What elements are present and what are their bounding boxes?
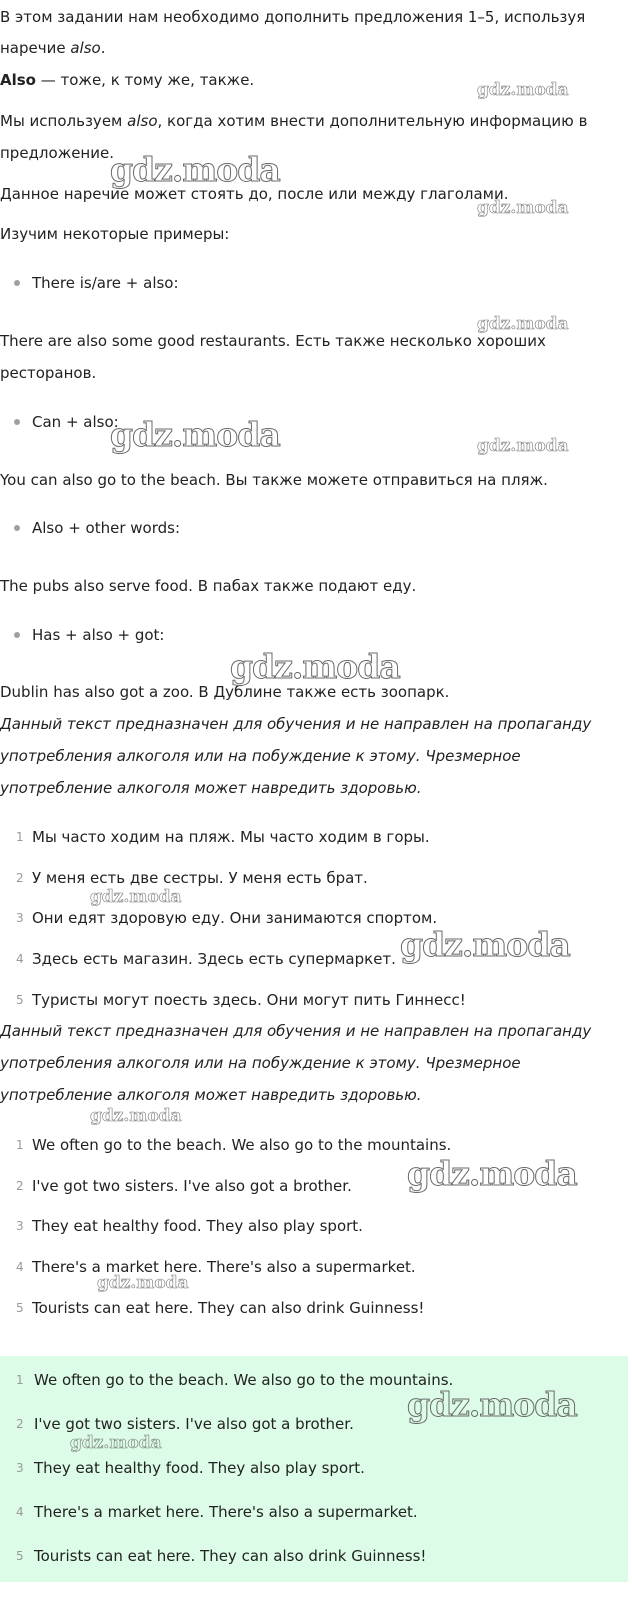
list-item: Они едят здоровую еду. Они занимаются спортом. (32, 909, 438, 927)
bullet (14, 419, 20, 425)
watermark: gdz.moda (477, 80, 569, 100)
answer-item: There's a market here. There's also a supermarket. (34, 1503, 418, 1521)
watermark: gdz.moda (400, 925, 570, 964)
list-item: Мы часто ходим на пляж. Мы часто ходим в горы. (32, 828, 430, 846)
disclaimer-line: Данный текст предназначен для обучения и не направлен на пропаганду (0, 1022, 592, 1040)
list-item: They eat healthy food. They also play sport. (32, 1217, 363, 1235)
position-line: Данное наречие может стоять до, после или между глаголами. (0, 185, 509, 203)
definition-line: Also — тоже, к тому же, также. (0, 71, 255, 89)
watermark: gdz.moda (407, 1154, 577, 1193)
list-number: 1 (16, 1138, 24, 1152)
list-item: У меня есть две сестры. У меня есть брат. (32, 869, 368, 887)
disclaimer-line: употребление алкоголя может навредить здоровью. (0, 1086, 422, 1104)
bullet (14, 280, 20, 286)
answer-item: We often go to the beach. We also go to the mountains. (34, 1371, 454, 1389)
example-rule: Has + also + got: (32, 626, 165, 644)
example-sentence: Dublin has also got a zoo. В Дублине также есть зоопарк. (0, 683, 450, 701)
watermark: gdz.moda (90, 1106, 182, 1126)
list-number: 5 (16, 1301, 24, 1315)
usage-line-2: предложение. (0, 144, 114, 162)
answer-item: Tourists can eat here. They can also drink Guinness! (34, 1547, 427, 1565)
intro-line-1: В этом задании нам необходимо дополнить предложения 1–5, используя (0, 8, 586, 26)
list-number: 5 (16, 993, 24, 1007)
watermark: gdz.moda (70, 1433, 162, 1453)
list-number: 3 (16, 1219, 24, 1233)
list-number: 4 (16, 952, 24, 966)
watermark: gdz.moda (110, 150, 280, 189)
list-item: I've got two sisters. I've also got a brother. (32, 1177, 352, 1195)
list-item: Здесь есть магазин. Здесь есть супермаркет. (32, 950, 396, 968)
list-number: 4 (16, 1260, 24, 1274)
example-rule: There is/are + also: (32, 274, 179, 292)
watermark: gdz.moda (477, 314, 569, 334)
list-item: Tourists can eat here. They can also drink Guinness! (32, 1299, 425, 1317)
watermark: gdz.moda (90, 887, 182, 907)
disclaimer-line: Данный текст предназначен для обучения и не направлен на пропаганду (0, 715, 592, 733)
list-item: Туристы могут поесть здесь. Они могут пить Гиннесс! (32, 991, 466, 1009)
disclaimer-line: употребления алкоголя или на побуждение к этому. Чрезмерное (0, 747, 521, 765)
examples-heading: Изучим некоторые примеры: (0, 225, 230, 243)
intro-line-2: наречие also. (0, 39, 106, 57)
example-sentence: The pubs also serve food. В пабах также подают еду. (0, 577, 417, 595)
watermark: gdz.moda (230, 647, 400, 686)
example-sentence: There are also some good restaurants. Есть также несколько хороших (0, 332, 546, 350)
answer-item: I've got two sisters. I've also got a brother. (34, 1415, 354, 1433)
example-rule: Can + also: (32, 413, 119, 431)
bullet (14, 525, 20, 531)
watermark: gdz.moda (477, 198, 569, 218)
watermark: gdz.moda (477, 436, 569, 456)
list-number: 5 (16, 1549, 24, 1563)
bullet (14, 632, 20, 638)
list-number: 2 (16, 1179, 24, 1193)
list-item: There's a market here. There's also a supermarket. (32, 1258, 416, 1276)
list-number: 4 (16, 1505, 24, 1519)
example-rule: Also + other words: (32, 519, 180, 537)
example-sentence: You can also go to the beach. Вы также можете отправиться на пляж. (0, 471, 548, 489)
answer-item: They eat healthy food. They also play sport. (34, 1459, 365, 1477)
list-number: 1 (16, 1373, 24, 1387)
list-number: 2 (16, 871, 24, 885)
disclaimer-line: употребления алкоголя или на побуждение к этому. Чрезмерное (0, 1054, 521, 1072)
watermark: gdz.moda (407, 1385, 577, 1424)
list-number: 1 (16, 830, 24, 844)
list-item: We often go to the beach. We also go to the mountains. (32, 1136, 452, 1154)
example-sentence-cont: ресторанов. (0, 364, 97, 382)
list-number: 3 (16, 1461, 24, 1475)
disclaimer-line: употребление алкоголя может навредить здоровью. (0, 779, 422, 797)
watermark: gdz.moda (97, 1273, 189, 1293)
usage-line-1: Мы используем also, когда хотим внести дополнительную информацию в (0, 112, 588, 130)
watermark: gdz.moda (110, 415, 280, 454)
list-number: 2 (16, 1417, 24, 1431)
list-number: 3 (16, 911, 24, 925)
